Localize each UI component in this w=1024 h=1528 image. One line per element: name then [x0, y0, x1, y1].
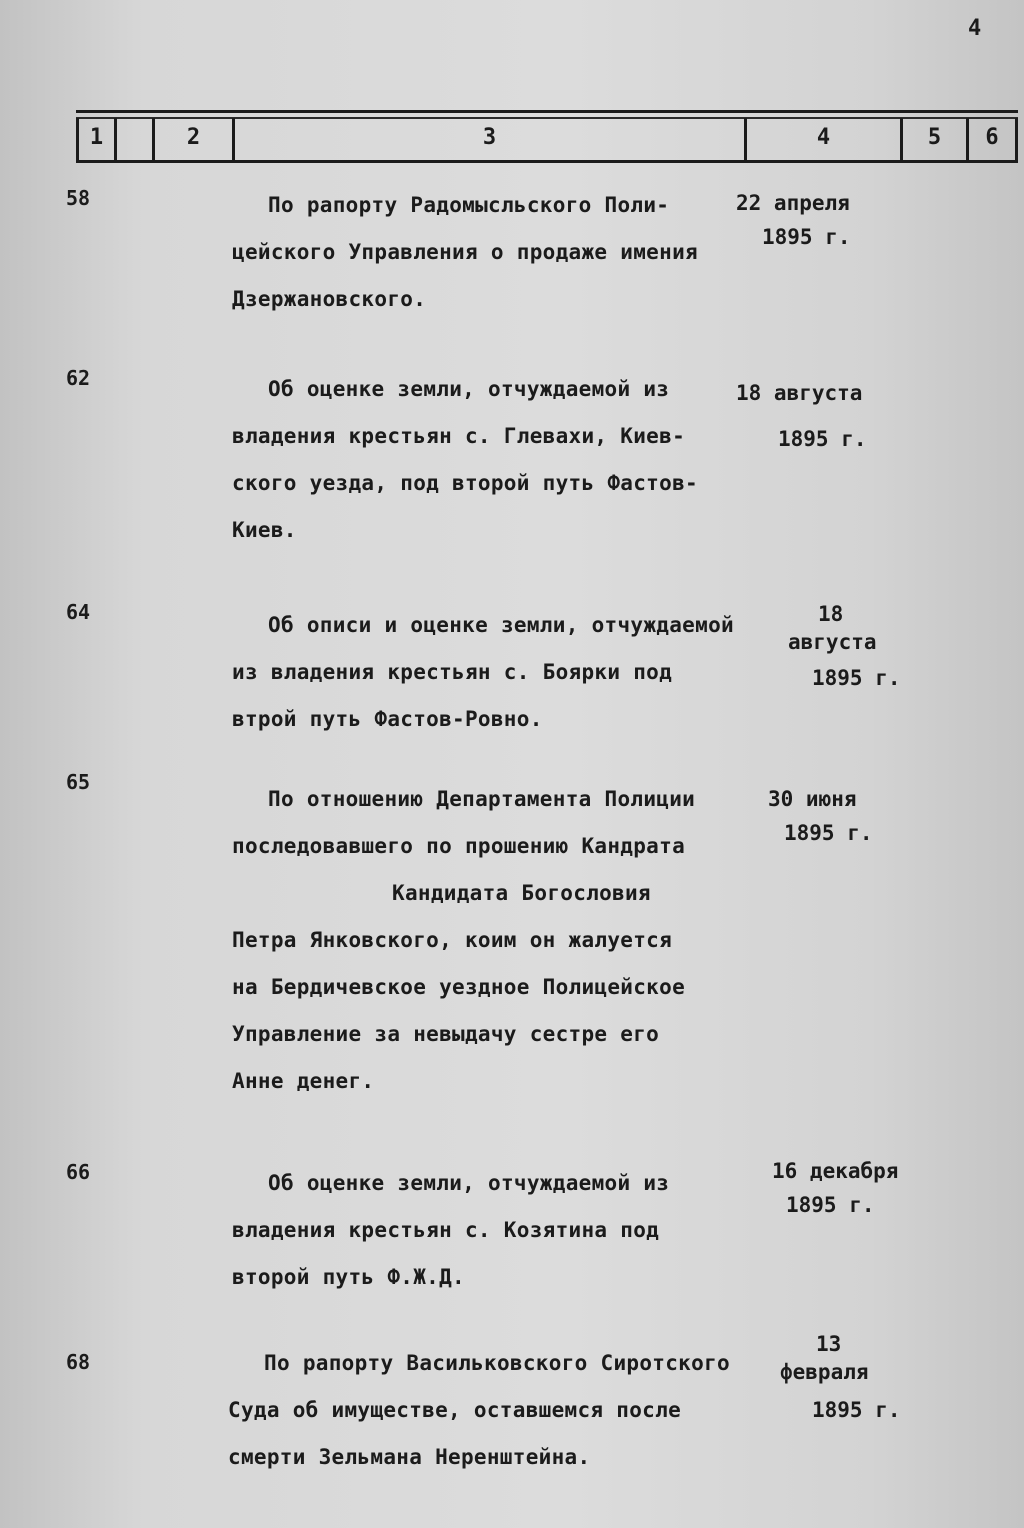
entry-text-line: цейского Управления о продаже имения	[232, 240, 698, 264]
entry-date-line: 18	[818, 602, 844, 626]
entry-number: 58	[66, 186, 91, 210]
entry-date-line: 1895 г.	[784, 821, 873, 845]
entry-description	[232, 602, 792, 743]
entry-text-line: второй путь Ф.Ж.Д.	[232, 1265, 465, 1289]
entry-text-line: По рапорту Васильковского Сиротского	[264, 1351, 730, 1375]
entry-text-line: Дзержановского.	[232, 287, 427, 311]
column-header-table	[76, 110, 1018, 164]
entry-text-line: Об описи и оценке земли, отчуждаемой	[268, 613, 734, 637]
entry-text-line: владения крестьян с. Глевахи, Киев-	[232, 424, 686, 448]
entry-text-line: Об оценке земли, отчуждаемой из	[268, 377, 670, 401]
entry-date-line: 1895 г.	[786, 1193, 875, 1217]
entry-text-line: Суда об имуществе, оставшемся после	[228, 1398, 682, 1422]
entry-date-line: 1895 г.	[778, 427, 867, 451]
entry-date-line: 1895 г.	[812, 1398, 901, 1422]
header-col-2: 2	[152, 118, 232, 162]
entry-text-line: последовавшего по прошению Кандрата	[232, 834, 686, 858]
header-top-rule	[76, 110, 1018, 113]
entry-description	[228, 1340, 788, 1481]
entry-text-line: Кандидата Богословия	[392, 881, 651, 905]
header-col-5: 5	[900, 118, 966, 162]
entry-text-line: смерти Зельмана Неренштейна.	[228, 1445, 591, 1469]
entry-description	[232, 366, 792, 554]
entry-date	[736, 370, 916, 462]
entry-text-line: Управление за невыдачу сестре его	[232, 1022, 660, 1046]
entry-text-line: Петра Янковского, коим он жалуется	[232, 928, 673, 952]
entry-text-line: Об оценке земли, отчуждаемой из	[268, 1171, 670, 1195]
entry-date-line: 16 декабря	[772, 1159, 899, 1183]
entry-text-line: из владения крестьян с. Боярки под	[232, 660, 673, 684]
entry-number: 64	[66, 600, 91, 624]
entry-date-line: 22 апреля	[736, 191, 850, 215]
header-col-4: 4	[744, 118, 900, 162]
entry-date-line: 1895 г.	[762, 225, 851, 249]
entry-text-line: По рапорту Радомысльского Поли-	[268, 193, 670, 217]
entry-text-line: Киев.	[232, 518, 297, 542]
entry-date	[768, 782, 948, 850]
header-bottom-rule	[76, 160, 1018, 163]
entry-description	[232, 776, 792, 1105]
entry-date	[736, 186, 916, 254]
header-col-1: 1	[76, 118, 114, 162]
entry-date-line: февраля	[780, 1360, 869, 1384]
entry-number: 68	[66, 1350, 91, 1374]
entry-text-line: Анне денег.	[232, 1069, 375, 1093]
entry-text-line: По отношению Департамента Полиции	[268, 787, 696, 811]
entry-description	[232, 182, 792, 323]
entry-description	[232, 1160, 792, 1301]
entry-date	[772, 1154, 952, 1222]
header-col-divider	[114, 118, 152, 162]
entry-number: 66	[66, 1160, 91, 1184]
entry-date	[782, 600, 962, 692]
header-col-6: 6	[966, 118, 1018, 162]
entry-text-line: ского уезда, под второй путь Фастов-	[232, 471, 698, 495]
page-number: 4	[968, 16, 982, 41]
entry-date-line: 18 августа	[736, 381, 863, 405]
entry-date-line: 30 июня	[768, 787, 857, 811]
entry-date-line: 13	[816, 1332, 842, 1356]
entry-date-line: августа	[788, 630, 877, 654]
entry-date	[780, 1330, 960, 1424]
entry-number: 65	[66, 770, 91, 794]
header-col-3: 3	[232, 118, 744, 162]
entry-text-line: на Бердичевское уездное Полицейское	[232, 975, 686, 999]
entry-date-line: 1895 г.	[812, 666, 901, 690]
entry-number: 62	[66, 366, 91, 390]
entry-text-line: владения крестьян с. Козятина под	[232, 1218, 660, 1242]
entry-text-line: втрой путь Фастов-Ровно.	[232, 707, 543, 731]
